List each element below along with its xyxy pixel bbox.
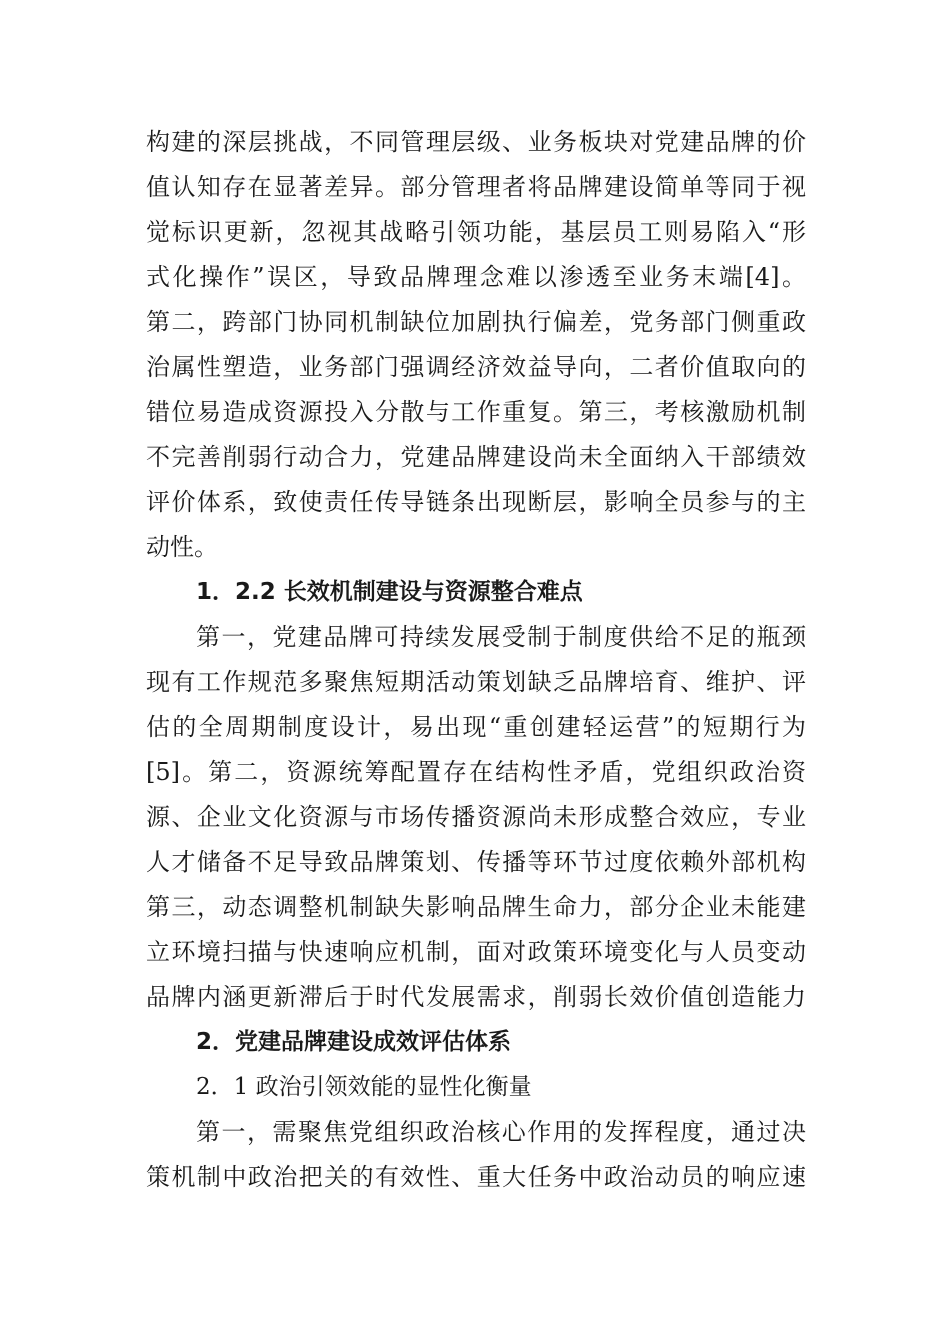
body-text-line: 品牌内涵更新滞后于时代发展需求，削弱长效价值创造能力 [146,983,806,1011]
section-heading-1-2-2: 1．2.2 长效机制建设与资源整合难点 [196,579,583,605]
body-text-line: 第二，跨部门协同机制缺位加剧执行偏差，党务部门侧重政 [146,308,806,336]
body-text-line: 立环境扫描与快速响应机制，面对政策环境变化与人员变动 [146,938,806,966]
body-text-line: 策机制中政治把关的有效性、重大任务中政治动员的响应速 [146,1163,806,1191]
body-text-line: 现有工作规范多聚焦短期活动策划缺乏品牌培育、维护、评 [146,668,806,696]
body-text-line: 式化操作”误区，导致品牌理念难以渗透至业务末端[4]。 [146,263,806,291]
body-text-line: 动性。 [146,533,218,561]
body-text-line: [5]。第二，资源统筹配置存在结构性矛盾，党组织政治资 [146,758,806,786]
section-heading-2-1: 2．1 政治引领效能的显性化衡量 [196,1074,532,1100]
body-text-line: 错位易造成资源投入分散与工作重复。第三，考核激励机制 [146,398,806,426]
body-text-line: 人才储备不足导致品牌策划、传播等环节过度依赖外部机构 [146,848,806,876]
section-heading-2: 2．党建品牌建设成效评估体系 [196,1029,512,1055]
body-text-line: 治属性塑造，业务部门强调经济效益导向，二者价值取向的 [146,353,806,381]
body-text-line: 估的全周期制度设计，易出现“重创建轻运营”的短期行为 [146,713,806,741]
body-text-line: 觉标识更新，忽视其战略引领功能，基层员工则易陷入“形 [146,218,806,246]
body-text-line: 构建的深层挑战，不同管理层级、业务板块对党建品牌的价 [146,128,806,156]
paragraph-first-line: 第一，党建品牌可持续发展受制于制度供给不足的瓶颈 [196,623,806,651]
body-text-line: 评价体系，致使责任传导链条出现断层，影响全员参与的主 [146,488,806,516]
body-text-line: 源、企业文化资源与市场传播资源尚未形成整合效应，专业 [146,803,806,831]
paragraph-first-line: 第一，需聚焦党组织政治核心作用的发挥程度，通过决 [196,1118,806,1146]
body-text-line: 第三，动态调整机制缺失影响品牌生命力，部分企业未能建 [146,893,806,921]
body-text-line: 值认知存在显著差异。部分管理者将品牌建设简单等同于视 [146,173,806,201]
body-text-line: 不完善削弱行动合力，党建品牌建设尚未全面纳入干部绩效 [146,443,806,471]
